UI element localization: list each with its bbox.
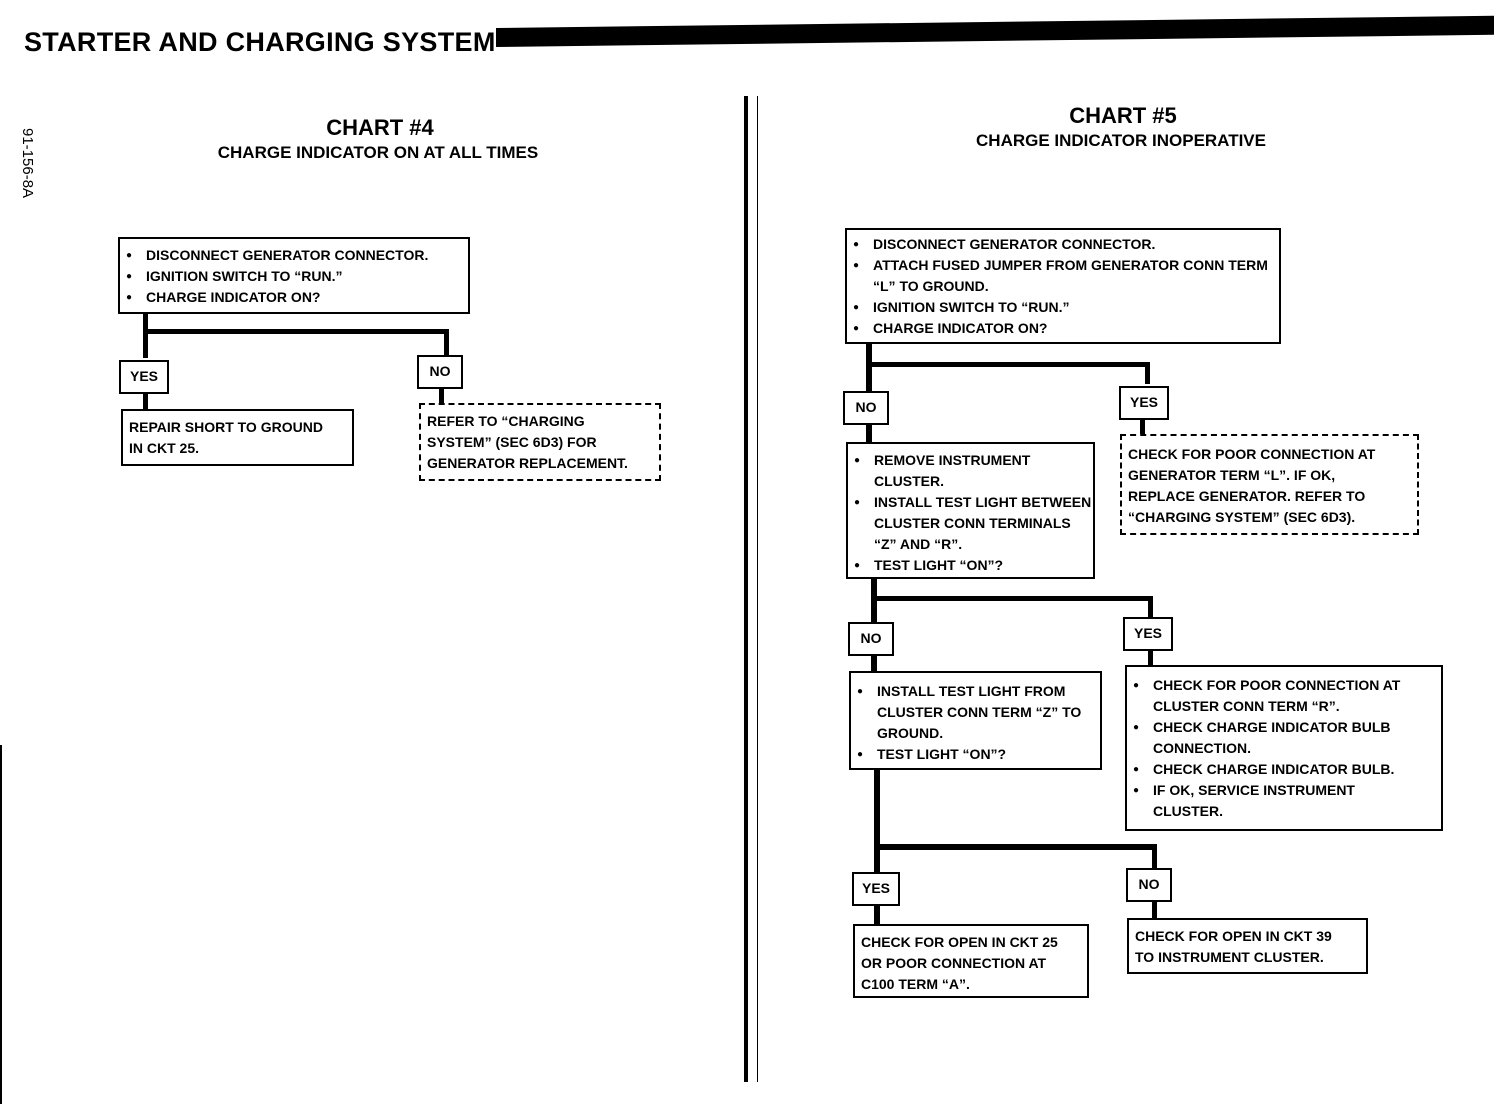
left-edge-line xyxy=(0,745,2,1104)
c4-step: ● IGNITION SWITCH TO “RUN.” xyxy=(120,266,468,287)
c4-no-line: SYSTEM” (SEC 6D3) FOR xyxy=(427,434,597,450)
chart4-title: CHART #4 xyxy=(326,115,434,140)
chart4-subtitle: CHARGE INDICATOR ON AT ALL TIMES xyxy=(217,143,539,162)
c5-no3-line: CHECK FOR OPEN IN CKT 39 xyxy=(1135,928,1332,944)
c5-step: ● DISCONNECT GENERATOR CONNECTOR. xyxy=(847,234,1279,255)
c5-yes-label-3: YES xyxy=(852,872,900,906)
c5-yes3-drop xyxy=(874,904,880,926)
c5-no3-line: TO INSTRUMENT CLUSTER. xyxy=(1135,949,1324,965)
c4-no-line: GENERATOR REPLACEMENT. xyxy=(427,455,628,471)
c4-start-box xyxy=(118,237,470,314)
c5-branch1 xyxy=(866,362,1150,367)
c5-step3-box xyxy=(849,671,1102,770)
header-rule xyxy=(496,16,1494,47)
c5-step2-box xyxy=(846,442,1095,579)
c5-yes2-step: ● IF OK, SERVICE INSTRUMENT CLUSTER. xyxy=(1127,780,1441,822)
c5-branch2 xyxy=(871,596,1153,601)
c5-stem3 xyxy=(874,768,880,872)
c5-yes1-drop xyxy=(1145,362,1150,384)
chart5-subtitle: CHARGE INDICATOR INOPERATIVE xyxy=(976,131,1266,150)
side-code-text: 91-156-8A xyxy=(19,128,36,199)
c5-yes3-line: C100 TERM “A”. xyxy=(861,976,970,992)
c5-yes1-line: “CHARGING SYSTEM” (SEC 6D3). xyxy=(1128,509,1356,525)
c5-yes2-step: ● CHECK CHARGE INDICATOR BULB. xyxy=(1127,759,1441,780)
c5-yes-box-2 xyxy=(1125,665,1443,831)
c5-start-box xyxy=(845,228,1281,344)
c5-no1-drop xyxy=(866,422,872,444)
c5-no3-drop xyxy=(1152,844,1157,868)
c5-yes1-line: GENERATOR TERM “L”. IF OK, xyxy=(1128,467,1336,483)
c4-stem xyxy=(143,313,148,358)
c5-step3: ● INSTALL TEST LIGHT FROM CLUSTER CONN TERM “Z” TO GROUND. xyxy=(851,681,1100,744)
c5-yes1-line: REPLACE GENERATOR. REFER TO xyxy=(1128,488,1366,504)
chart5-title: CHART #5 xyxy=(1069,103,1177,128)
c5-yes2-step: ● CHECK CHARGE INDICATOR BULB CONNECTION. xyxy=(1127,717,1441,759)
c4-no-line: REFER TO “CHARGING xyxy=(427,413,585,429)
c5-yes-label-1: YES xyxy=(1119,386,1169,420)
c5-no3-drop2 xyxy=(1152,900,1157,920)
side-code xyxy=(10,128,36,238)
c4-yes-line: IN CKT 25. xyxy=(129,440,200,456)
c5-yes2-drop xyxy=(1148,596,1153,618)
center-divider xyxy=(744,96,748,1082)
c5-no-label-3: NO xyxy=(1126,868,1172,902)
c5-yes2-step: ● CHECK FOR POOR CONNECTION AT CLUSTER CONN TERM “R”. xyxy=(1127,675,1441,717)
c5-yes-box-1 xyxy=(1120,434,1419,535)
c5-yes-box-3 xyxy=(853,924,1089,998)
c4-yes-line: REPAIR SHORT TO GROUND xyxy=(129,419,323,435)
c5-step2: ● REMOVE INSTRUMENT CLUSTER. xyxy=(848,450,1093,492)
c5-step: ● CHARGE INDICATOR ON? xyxy=(847,318,1279,339)
c4-no-drop xyxy=(444,329,449,357)
c5-yes-label-2: YES xyxy=(1123,617,1173,651)
c4-branch xyxy=(143,329,448,334)
c4-step: ● CHARGE INDICATOR ON? xyxy=(120,287,468,308)
c5-step2: ● INSTALL TEST LIGHT BETWEEN CLUSTER CONN TERMINALS “Z” AND “R”. xyxy=(848,492,1093,555)
c5-stem1 xyxy=(866,343,872,391)
c4-no-label: NO xyxy=(417,355,463,389)
c5-step: ● IGNITION SWITCH TO “RUN.” xyxy=(847,297,1279,318)
c5-yes3-line: OR POOR CONNECTION AT xyxy=(861,955,1047,971)
c5-no-label-2: NO xyxy=(848,622,894,656)
c5-branch3 xyxy=(874,844,1157,850)
c4-yes-label: YES xyxy=(119,360,169,394)
center-divider-thin xyxy=(757,96,758,1082)
c4-no-box xyxy=(419,403,661,481)
c5-yes1-line: CHECK FOR POOR CONNECTION AT xyxy=(1128,446,1376,462)
c4-step: ● DISCONNECT GENERATOR CONNECTOR. xyxy=(120,245,468,266)
page-title: STARTER AND CHARGING SYSTEM xyxy=(24,27,496,57)
c5-step: ● ATTACH FUSED JUMPER FROM GENERATOR CONN TERM “L” TO GROUND. xyxy=(847,255,1279,297)
c5-step3: ● TEST LIGHT “ON”? xyxy=(851,744,1100,765)
c5-step2: ● TEST LIGHT “ON”? xyxy=(848,555,1093,576)
c5-no-box-3 xyxy=(1127,918,1368,974)
c5-yes3-line: CHECK FOR OPEN IN CKT 25 xyxy=(861,934,1058,950)
c4-yes-box xyxy=(121,409,354,466)
c5-no-label-1: NO xyxy=(843,391,889,425)
